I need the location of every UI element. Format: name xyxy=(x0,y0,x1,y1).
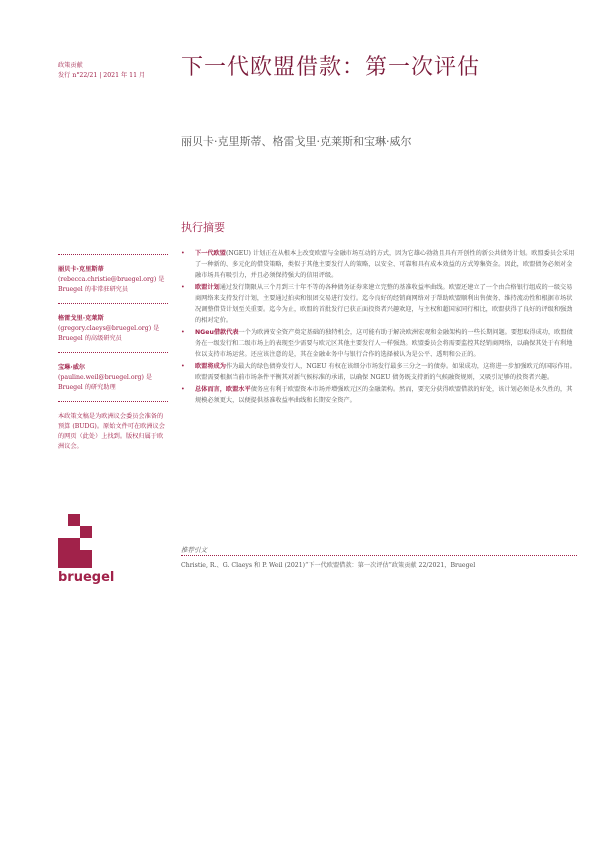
author-email[interactable]: (pauline.weil@bruegel.org) 是 xyxy=(58,374,153,381)
bruegel-logo-text: bruegel xyxy=(58,570,115,585)
bullet-dot-icon: • xyxy=(181,363,185,370)
bullet-dot-icon: • xyxy=(181,284,185,291)
author-role: Bruegel 的非常驻研究员 xyxy=(58,286,129,293)
bullet-dot-icon: • xyxy=(181,250,185,257)
author-contact xyxy=(58,363,168,393)
summary-bullet-list xyxy=(181,248,577,407)
summary-bullet xyxy=(181,327,577,360)
author-name: 丽贝卡·克里斯蒂 xyxy=(58,266,104,273)
bullet-dot-icon: • xyxy=(181,329,185,336)
author-email[interactable]: (rebecca.christie@bruegel.org) 是 xyxy=(58,276,165,283)
citation-label: 推荐引文 xyxy=(181,546,207,554)
executive-summary-heading: 执行摘要 xyxy=(181,221,225,234)
issue-line: 发行 n°22/21 | 2021 年 11 月 xyxy=(58,72,146,79)
bullet-text: (NGEU) 计划正在从根本上改变欧盟与金融市场互动的方式，因为它雄心勃勃且具有开创性的新公共债务计划。欧盟委员会采用了一种新的、多元化的借贷策略，类似于其他主要发行人的策略，以安全、可靠和具有成本效益的方式筹集资金。因此，欧盟债务必须对金融市场具有吸引力，并且必须保持强大的信用评级。 xyxy=(195,250,575,279)
author-role: Bruegel 的高级研究员 xyxy=(58,335,122,342)
sidebar-divider xyxy=(58,401,168,402)
page-title: 下一代欧盟借款：第一次评估 xyxy=(181,55,481,80)
summary-bullet xyxy=(181,361,577,383)
policy-note: 本政策文稿是为欧洲议会委员会准备的预算 (BUDG)。原始文件可在欧洲议会的网页（此处）上找到。版权归属于欧洲议会。 xyxy=(58,413,165,450)
sidebar-divider xyxy=(58,303,168,304)
citation-divider xyxy=(181,555,577,556)
bullet-text: 债务应有利于欧盟资本市场并增强欧元区的金融架构。然而，要充分获得欧盟借款的好处，该计划必须是永久性的，其规模必须更大，以便提供基准收益率曲线和长期安全资产。 xyxy=(195,386,573,404)
authors-line: 丽贝卡·克里斯蒂、格雷戈里·克莱斯和宝琳·威尔 xyxy=(181,135,412,148)
author-email[interactable]: (gregory.claeys@bruegel.org) 是 xyxy=(58,325,160,332)
summary-bullet xyxy=(181,282,577,326)
summary-bullet xyxy=(181,384,577,406)
author-name: 宝琳·威尔 xyxy=(58,364,86,371)
sidebar-divider xyxy=(58,352,168,353)
bullet-dot-icon: • xyxy=(181,386,185,393)
bullet-text: 一个为欧洲安全资产奠定基础的独特机会，这可能有助于解决欧洲宏观和金融架构的一些长期问题。要想取得成功，欧盟债务在一级发行和二级市场上的表现至少需要与欧元区其他主要发行人一样强劲。欧盟委员会将需要监控其经销商网络，以确保其处于有利地位以支持市场运营。还应该注意的是，其在金融业务中与银行合作的选择被认为是公平、透明和公正的。 xyxy=(195,329,573,358)
bullet-text: 通过发行期限从三个月到三十年不等的各种债务证券来建立完整的基准收益率曲线。欧盟还建立了一个由合格银行组成的一级交易商网络来支持发行计划，主要通过拍卖和银团交易进行发行。迄今良好的经销商网络对于帮助欧盟顺利出售债务、维持流动性和根据市场状况调整借贷计划至关重要。迄今为止，欧盟的首批发行已获正面投资者兴趣欢迎，与主权和超国家同行相比，欧盟获得了良好的评级和强劲的相对定价。 xyxy=(195,284,573,324)
bullet-lead: 下一代欧盟 xyxy=(195,250,226,257)
sidebar-divider xyxy=(58,254,168,255)
bullet-text: 作为最大的绿色债券发行人，NGEU 有权在该细分市场发行最多三分之一的债券。如果成功，这将进一步加强欧元的国际作用。欧盟需要根据当前市场条件平衡其对新气候标准的承诺，以确保 NGEU 债务既支持新的气候融资规则，又吸引足够的投资者兴趣。 xyxy=(195,363,576,381)
bullet-lead: 欧盟计划 xyxy=(195,284,220,291)
bullet-lead: NGeu借款代表 xyxy=(195,329,239,336)
author-contact xyxy=(58,314,168,344)
author-name: 格雷戈里·克莱斯 xyxy=(58,315,104,322)
series-info xyxy=(58,61,168,81)
summary-bullet xyxy=(181,248,577,281)
citation-text: Christie, R.、G. Claeys 和 P. Weil (2021)“下一代欧盟借款：第一次评估”政策贡献 22/2021，Bruegel xyxy=(181,562,476,569)
series-label: 政策贡献 xyxy=(58,62,83,69)
author-contact xyxy=(58,265,168,295)
author-role: Bruegel 的研究助理 xyxy=(58,384,116,391)
author-sidebar xyxy=(58,254,168,452)
bullet-lead: 总体而言，欧盟水平 xyxy=(195,386,251,393)
bullet-lead: 欧盟将成为 xyxy=(195,363,226,370)
